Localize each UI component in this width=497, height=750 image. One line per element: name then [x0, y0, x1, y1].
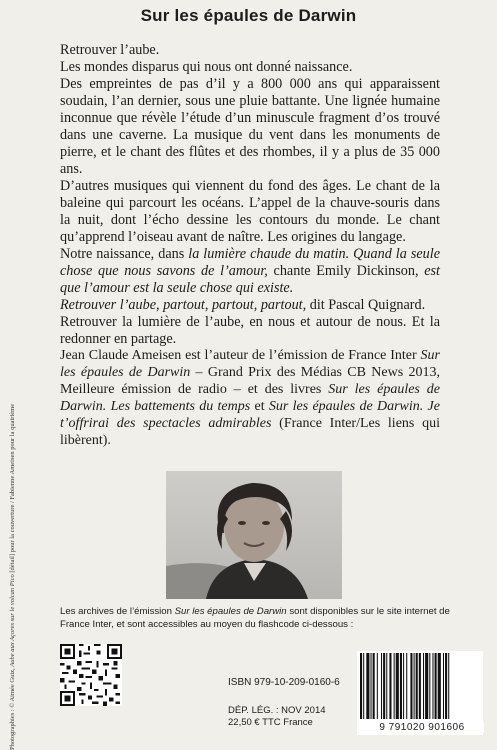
text-run: dit Pascal Quignard.	[306, 297, 426, 313]
book-title: Sur les épaules de Darwin	[140, 6, 357, 25]
flashcode-qr-icon[interactable]	[60, 644, 122, 706]
paragraph	[60, 347, 440, 449]
paragraph	[60, 605, 470, 631]
paragraph	[60, 246, 440, 297]
text-run: Notre naissance, dans	[60, 246, 189, 262]
archives-note	[60, 605, 470, 631]
paragraph: Retrouver la lumière de l’aube, en nous et autour de nous. Et la redonner en partage.	[60, 314, 440, 347]
title-italic: Sur les épaules de Darwin	[174, 606, 287, 617]
text-run: chante Emily Dickinson,	[267, 263, 425, 279]
text-run: Photographies : © Aimée Guiz,	[9, 666, 16, 750]
quote-italic: est que l’amour est la seule chose qui existe.	[60, 263, 440, 296]
title-italic: Sur les épaules de Darwin. Les battements du temps	[60, 382, 440, 414]
author-bio	[60, 347, 440, 449]
barcode-bars	[357, 651, 483, 721]
text-run: et	[250, 399, 269, 414]
text-run: – Grand Prix des Médias CB News 2013, Meilleure émission de radio – et des livres	[60, 365, 440, 397]
author-photo	[166, 471, 342, 599]
quote-italic: la lumière chaude du matin. Quand la seule chose que nous savons de l’amour,	[60, 246, 440, 279]
portrait-photo-icon	[166, 471, 342, 599]
text-run: [détail] pour la couverture / Fabienne Ameisen pour la quatrième	[9, 403, 16, 575]
paragraph	[60, 297, 440, 314]
photo-credits	[9, 250, 16, 750]
title-italic: Aube aux Açores sur le volcan Pico	[9, 574, 16, 667]
paragraph: Des empreintes de pas d’il y a 800 000 ans qui apparaissent soudain, l’an dernier, sous une pluie battante. Une lignée humaine inconnue que révèle l’étude d’un minuscule fragment d’os trouvé dans une caverne. La musique du vent dans les monuments de pierre, et le chant des flûtes et des rhombes, il y a plus de 35 000 ans.	[60, 76, 440, 177]
paragraph: Retrouver l’aube.	[60, 42, 160, 58]
depot-date: DÉP. LÉG. : NOV 2014	[228, 705, 326, 716]
title-italic: Sur les épaules de Darwin	[60, 348, 440, 380]
title-italic: Sur les épaules de Darwin. Je t’offrirai des spectacles admirables	[60, 399, 440, 431]
paragraph: Les mondes disparus qui nous ont donné naissance.	[60, 59, 353, 75]
barcode-digits: 9 791020 901606	[360, 722, 484, 733]
text-run: sont disponibles sur le site internet de France Inter, et sont accessibles au moyen du flashcode ci-dessous :	[60, 606, 450, 630]
price: 22,50 € TTC France	[228, 717, 313, 728]
text-run: Jean Claude Ameisen est l’auteur de l’émission de France Inter	[60, 348, 421, 363]
qr-code-icon	[60, 644, 122, 706]
back-cover-text	[60, 42, 440, 348]
isbn: ISBN 979-10-209-0160-6	[228, 677, 340, 688]
text-run: Les archives de l’émission	[60, 606, 175, 617]
legal-deposit	[228, 705, 326, 729]
paragraph: D’autres musiques qui viennent du fond des âges. Le chant de la baleine qui parcourt les océans. L’appel de la chauve-souris dans la nuit, dont l’écho dessine les contours du monde. Le chant qu’apprend l’oiseau avant de naître. Les origines du langage.	[60, 178, 440, 245]
quote-italic: Retrouver l’aube, partout, partout, partout,	[60, 297, 307, 313]
text-run: (France Inter/Les liens qui libèrent).	[60, 416, 440, 448]
